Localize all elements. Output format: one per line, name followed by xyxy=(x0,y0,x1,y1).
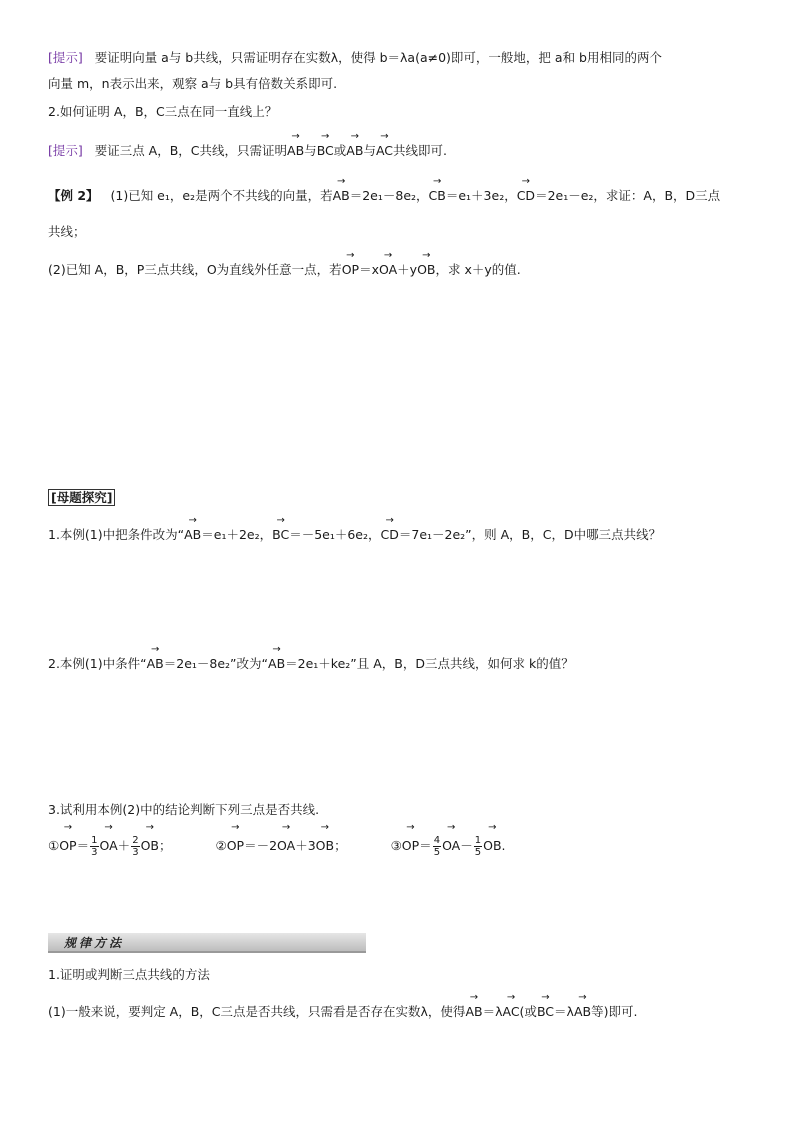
vector-op: → OP xyxy=(59,834,76,858)
explore-q3: 3.试利用本例(2)中的结论判断下列三点是否共线. xyxy=(48,802,320,817)
vector-ac: → AC xyxy=(502,1004,519,1020)
hint2-mid: 与 xyxy=(304,143,317,158)
method-banner xyxy=(48,933,366,953)
vector-ob: → OB xyxy=(316,834,334,858)
example2-part2 xyxy=(48,262,521,278)
fraction xyxy=(131,835,139,858)
hint1-text-2: 向量 m，n表示出来，观察 a与 b具有倍数关系即可. xyxy=(48,76,338,91)
vector-ob: → OB xyxy=(417,262,435,278)
explore-text: ＝2e₁＋ke₂”且 A，B，D三点共线，如何求 k的值？ xyxy=(285,656,574,671)
method-p1 xyxy=(48,1004,637,1020)
example2-text: ，求 x＋y的值. xyxy=(435,262,521,277)
item-text: ＋3 xyxy=(295,838,316,853)
explore-text: ＝7e₁－2e₂”，则 A，B，C，D中哪三点共线？ xyxy=(398,527,662,542)
vector-ab: → AB xyxy=(287,143,304,159)
section-title: [母题探究] xyxy=(48,489,115,506)
example2-text: ＝2e₁－e₂，求证：A，B，D三点 xyxy=(535,188,721,203)
vector-bc: → BC xyxy=(272,527,289,543)
fraction-numerator: 1 xyxy=(474,835,482,846)
vector-oa: → OA xyxy=(277,834,295,858)
hint-label: [提示] xyxy=(48,143,83,158)
item-text: ＝－2 xyxy=(244,838,278,853)
explore-title xyxy=(48,490,115,506)
example2-line1 xyxy=(48,188,720,204)
item-marker: ② xyxy=(215,838,227,853)
fraction-denominator: 5 xyxy=(433,847,441,858)
method-text: ＝λ xyxy=(554,1004,574,1019)
example2-text: ＝x xyxy=(359,262,379,277)
fraction xyxy=(474,835,482,858)
fraction xyxy=(90,835,98,858)
vector-ab: → AB xyxy=(268,656,285,672)
method-heading: 1.证明或判断三点共线的方法 xyxy=(48,967,210,982)
example2-text: ＝2e₁－8e₂， xyxy=(349,188,429,203)
vector-op: → OP xyxy=(342,262,359,278)
example2-text: ＋y xyxy=(397,262,418,277)
vector-ab: → AB xyxy=(465,1004,482,1020)
fraction-denominator: 3 xyxy=(132,847,139,858)
explore-q2 xyxy=(48,656,574,672)
vector-ab: → AB xyxy=(184,527,201,543)
vector-ob: → OB xyxy=(483,834,501,858)
example2-text: (1)已知 e₁，e₂是两个不共线的向量，若 xyxy=(110,188,333,203)
item-1 xyxy=(48,835,175,858)
fraction-numerator: 4 xyxy=(433,835,441,846)
vector-ab: → AB xyxy=(574,1004,591,1020)
hint-label: [提示] xyxy=(48,50,83,65)
method-text: 等)即可. xyxy=(591,1004,638,1019)
vector-ac: → AC xyxy=(376,143,393,159)
hint2-mid: 与 xyxy=(363,143,376,158)
explore-text: 1.本例(1)中把条件改为“ xyxy=(48,527,185,542)
hint1-text-1: 要证明向量 a与 b共线，只需证明存在实数λ，使得 b＝λa(a≠0)即可，一般地，把 a和 b用相同的两个 xyxy=(94,50,662,65)
method-text: ＝λ xyxy=(482,1004,503,1019)
item-text: ＋ xyxy=(117,838,131,853)
vector-ab: → AB xyxy=(147,656,164,672)
method-banner-title: 规律方法 xyxy=(64,936,125,950)
fraction-denominator: 5 xyxy=(474,847,482,858)
hint2-mid: 或 xyxy=(333,143,347,158)
item-marker: ① xyxy=(48,838,60,853)
explore-text: ＝2e₁－8e₂”改为“ xyxy=(163,656,269,671)
item-text: ； xyxy=(334,838,347,853)
example2-text: ＝e₁＋3e₂， xyxy=(445,188,517,203)
explore-text: ＝e₁＋2e₂， xyxy=(201,527,273,542)
method-text: (或 xyxy=(519,1004,537,1019)
item-text: － xyxy=(460,838,473,853)
vector-op: → OP xyxy=(402,834,419,858)
explore-text: 2.本例(1)中条件“ xyxy=(48,656,147,671)
vector-oa: → OA xyxy=(100,834,118,858)
hint2-pre: 要证三点 A，B，C共线，只需证明 xyxy=(94,143,288,158)
vector-ab: → AB xyxy=(333,188,350,204)
item-2 xyxy=(215,838,350,853)
item-text: . xyxy=(501,838,506,853)
question-2: 2.如何证明 A，B，C三点在同一直线上？ xyxy=(48,104,278,119)
fraction-numerator: 2 xyxy=(132,835,139,846)
vector-cb: → CB xyxy=(429,188,446,204)
example2-text: (2)已知 A，B，P三点共线，O为直线外任意一点，若 xyxy=(48,262,342,277)
vector-cd: → CD xyxy=(381,527,399,543)
item-3 xyxy=(390,835,506,858)
vector-ab: → AB xyxy=(346,143,363,159)
fraction-denominator: 3 xyxy=(91,847,98,858)
vector-oa: → OA xyxy=(442,834,460,858)
item-marker: ③ xyxy=(390,838,402,853)
hint1-line2 xyxy=(48,76,337,92)
vector-ob: → OB xyxy=(141,834,159,858)
hint1-line1 xyxy=(48,50,662,66)
hint2-line xyxy=(48,143,447,159)
vector-cd: → CD xyxy=(517,188,535,204)
example2-line2: 共线； xyxy=(48,224,86,239)
explore-q1 xyxy=(48,527,661,543)
vector-op: → OP xyxy=(227,834,244,858)
explore-items xyxy=(48,834,506,858)
example-label: 【例 2】 xyxy=(48,188,99,203)
fraction-numerator: 1 xyxy=(91,835,98,846)
item-text: ； xyxy=(158,838,172,853)
vector-bc: → BC xyxy=(537,1004,554,1020)
item-text: ＝ xyxy=(76,838,90,853)
method-text: (1)一般来说，要判定 A，B，C三点是否共线，只需看是否存在实数λ，使得 xyxy=(48,1004,466,1019)
item-text: ＝ xyxy=(419,838,432,853)
vector-oa: → OA xyxy=(379,262,397,278)
vector-bc: → BC xyxy=(317,143,334,159)
explore-text: ＝－5e₁＋6e₂， xyxy=(289,527,381,542)
fraction xyxy=(433,835,441,858)
hint2-post: 共线即可. xyxy=(393,143,447,158)
